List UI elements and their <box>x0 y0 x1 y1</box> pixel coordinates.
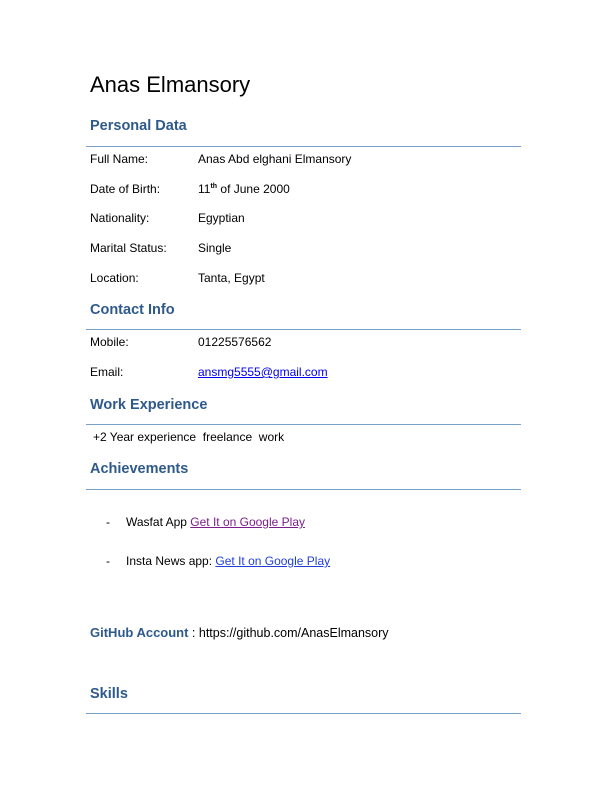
email-value <box>198 365 328 379</box>
achievement-item <box>126 515 305 529</box>
nationality-label: Nationality: <box>90 211 150 225</box>
dob-value <box>198 182 290 196</box>
email-link[interactable]: ansmg5555@gmail.com <box>198 365 328 379</box>
mobile-label: Mobile: <box>90 335 129 349</box>
marital-status-value: Single <box>198 241 232 255</box>
achievement-label: Wasfat App <box>126 515 191 529</box>
achievement-label: Insta News app: <box>126 554 216 568</box>
list-bullet: - <box>106 515 110 529</box>
work-experience-heading: Work Experience <box>90 397 208 413</box>
nationality-value: Egyptian <box>198 211 245 225</box>
divider <box>86 713 521 714</box>
github-line <box>90 625 389 640</box>
divider <box>86 424 521 425</box>
work-experience-text: +2 Year experience freelance work <box>93 430 285 444</box>
dob-day: 11 <box>198 182 211 196</box>
divider <box>86 489 521 490</box>
divider <box>86 329 521 330</box>
full-name-label: Full Name: <box>90 152 149 166</box>
location-value: Tanta, Egypt <box>198 271 265 285</box>
github-url: https://github.com/AnasElmansory <box>198 626 389 640</box>
list-bullet: - <box>106 554 110 568</box>
divider <box>86 146 521 147</box>
personal-data-heading: Personal Data <box>90 118 187 134</box>
marital-status-label: Marital Status: <box>90 241 167 255</box>
resume-name: Anas Elmansory <box>90 72 251 97</box>
google-play-link[interactable]: Get It on Google Play <box>190 515 305 529</box>
full-name-value: Anas Abd elghani Elmansory <box>198 152 352 166</box>
dob-label: Date of Birth: <box>90 182 161 196</box>
email-label: Email: <box>90 365 124 379</box>
github-separator: : <box>188 626 199 640</box>
google-play-link[interactable]: Get It on Google Play <box>215 554 331 568</box>
dob-suffix: th <box>210 183 218 190</box>
contact-info-heading: Contact Info <box>90 302 175 318</box>
achievement-item <box>126 554 330 568</box>
skills-heading: Skills <box>90 686 128 702</box>
github-label: GitHub Account <box>90 625 189 640</box>
mobile-value: 01225576562 <box>198 335 272 349</box>
location-label: Location: <box>90 271 139 285</box>
achievements-heading: Achievements <box>90 461 189 477</box>
dob-rest: of June 2000 <box>217 182 290 196</box>
